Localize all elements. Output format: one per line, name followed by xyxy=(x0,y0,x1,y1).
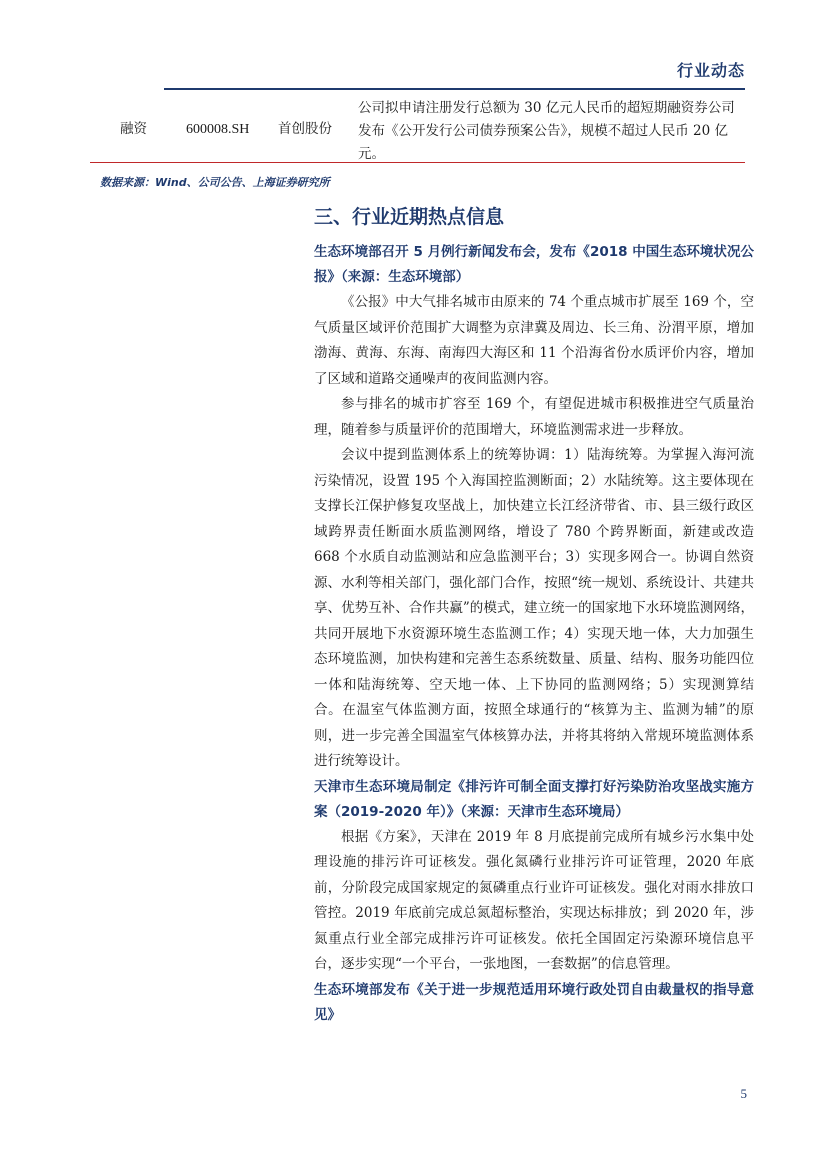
cell-company-name: 首创股份 xyxy=(278,121,332,137)
article-headline: 生态环境部召开 5 月例行新闻发布会，发布《2018 中国生态环境状况公报》（来源：生态环境部） xyxy=(314,244,754,285)
page-number: 5 xyxy=(740,1086,747,1101)
cell-description: 公司拟申请注册发行总额为 30 亿元人民币的超短期融资券公司发布《公开发行公司债券预案公告》，规模不超过人民币 20 亿元。 xyxy=(358,100,735,162)
article-paragraph: 根据《方案》，天津在 2019 年 8 月底提前完成所有城乡污水集中处理设施的排污许可证核发。强化氮磷行业排污许可证管理，2020 年底前，分阶段完成国家规定的氮磷重点行业许可证核发。强化对雨水排放口管控。2019 年底前完成总氮超标整治，实现达标排放；到 2020 年，涉氮重点行业全部完成排污许可证核发。依托全国固定污染源环境信息平台，逐步实现“一个平台，一张地图，一套数据”的信息管理。 xyxy=(314,828,754,972)
report-category-title: 行业动态 xyxy=(676,61,745,80)
article-list xyxy=(314,240,754,1028)
cell-event-type: 融资 xyxy=(120,121,147,137)
header-divider xyxy=(164,88,745,90)
article xyxy=(314,775,754,978)
article-headline: 生态环境部发布《关于进一步规范适用环境行政处罚自由裁量权的指导意见》 xyxy=(314,981,754,1023)
section-title: 三、行业近期热点信息 xyxy=(314,206,505,228)
data-source-note: 数据来源：Wind、公司公告、上海证券研究所 xyxy=(100,176,330,189)
article-paragraph: 会议中提到监测体系上的统筹协调：1）陆海统筹。为掌握入海河流污染情况，设置 195 个入海国控监测断面；2）水陆统筹。这主要体现在支撑长江保护修复攻坚战上，加快建立长江经济带省、市、县三级行政区域跨界责任断面水质监测网络，增设了 780 个跨界断面，新建或改造 668 个水质自动监测站和应急监测平台；3）实现多网合一。协调自然资源、水利等相关部门，强化部门合作，按照“统一规划、系统设计、共建共享、优势互补、合作共赢”的模式，建立统一的国家地下水环境监测网络，共同开展地下水资源环境生态监测工作；4）实现天地一体，大力加强生态环境监测，加快构建和完善生态系统数量、质量、结构、服务功能四位一体和陆海统筹、空天地一体、上下协同的监测网络；5）实现测算结合。在温室气体监测方面，按照全球通行的“核算为主、监测为辅”的原则，进一步完善全国温室气体核算办法，并将其将纳入常规环境监测体系进行统筹设计。 xyxy=(314,447,754,769)
article xyxy=(314,978,754,1028)
table-row xyxy=(90,97,745,161)
cell-stock-code: 600008.SH xyxy=(186,122,250,137)
article xyxy=(314,240,754,775)
table-bottom-divider xyxy=(90,162,745,163)
article-paragraph: 《公报》中大气排名城市由原来的 74 个重点城市扩展至 169 个，空气质量区域评价范围扩大调整为京津冀及周边、长三角、汾渭平原，增加渤海、黄海、东海、南海四大海区和 11 个沿海省份水质评价内容，增加了区域和道路交通噪声的夜间监测内容。 xyxy=(314,294,754,387)
article-headline: 天津市生态环境局制定《排污许可制全面支撑打好污染防治攻坚战实施方案（2019-2020 年）》（来源：天津市生态环境局） xyxy=(314,778,754,820)
article-paragraph: 参与排名的城市扩容至 169 个，有望促进城市积极推进空气质量治理，随着参与质量评价的范围增大，环境监测需求进一步释放。 xyxy=(314,396,754,438)
